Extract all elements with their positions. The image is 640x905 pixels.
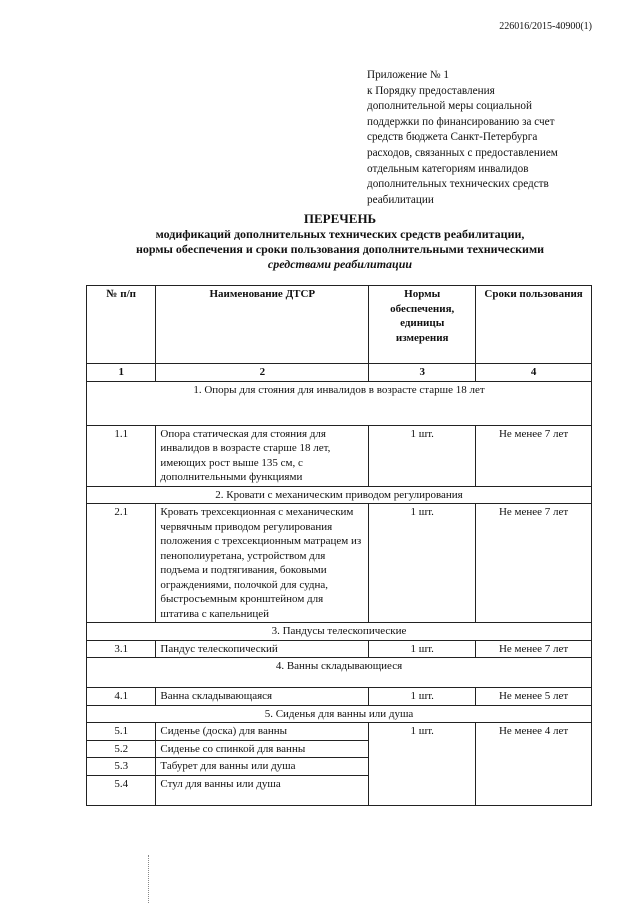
row-number: 5.1 (87, 723, 156, 741)
column-number: 1 (87, 364, 156, 382)
appendix-line: Приложение № 1 (367, 69, 449, 81)
column-number: 3 (369, 364, 476, 382)
section-title: 4. Ванны складывающиеся (87, 658, 592, 688)
row-term: Не менее 4 лет (476, 723, 592, 806)
column-number-row (87, 364, 592, 382)
section-row (87, 486, 592, 504)
section-title: 2. Кровати с механическим приводом регулирования (87, 486, 592, 504)
appendix-line: реабилитации (367, 193, 434, 206)
header-cell-num: № п/п (87, 286, 156, 364)
row-norm: 1 шт. (369, 723, 476, 806)
header-cell-term: Сроки пользования (476, 286, 592, 364)
table-row (87, 723, 592, 741)
title-line: модификаций дополнительных технических средств реабилитации, (155, 227, 525, 241)
row-name: Сиденье (доска) для ванны (156, 723, 369, 741)
column-number: 2 (156, 364, 369, 382)
title-line: ПЕРЕЧЕНЬ (303, 211, 377, 226)
table-row (87, 504, 592, 623)
row-number: 5.4 (87, 775, 156, 805)
row-norm: 1 шт. (369, 425, 476, 486)
row-norm: 1 шт. (369, 504, 476, 623)
section-row (87, 623, 592, 641)
row-number: 4.1 (87, 688, 156, 706)
appendix-line: к Порядку предоставления (367, 84, 495, 97)
row-norm: 1 шт. (369, 640, 476, 658)
appendix-line: расходов, связанных с предоставлением (367, 146, 558, 159)
row-term: Не менее 5 лет (476, 688, 592, 706)
appendix-line: дополнительных технических средств (367, 178, 549, 191)
appendix-line: дополнительной меры социальной (367, 100, 532, 113)
section-title: 1. Опоры для стояния для инвалидов в возрасте старше 18 лет (87, 381, 592, 425)
section-row (87, 705, 592, 723)
row-term: Не менее 7 лет (476, 640, 592, 658)
table-row (87, 688, 592, 706)
table-row (87, 425, 592, 486)
row-name: Стул для ванны или душа (156, 775, 369, 805)
section-title: 3. Пандусы телескопические (87, 623, 592, 641)
row-name: Кровать трехсекционная с механическим червячным приводом регулирования положения с трехсекционным матрацем из пенополиуретана, устройством для подъема и подтягивания, боковыми ограждениями, полочкой для судна, быстросъемным кронштейном для штатива с капельницей (156, 504, 369, 623)
column-number: 4 (476, 364, 592, 382)
row-number: 3.1 (87, 640, 156, 658)
row-number: 2.1 (87, 504, 156, 623)
section-row (87, 658, 592, 688)
row-name: Опора статическая для стояния для инвалидов в возрасте старше 18 лет, имеющих рост выше 135 см, с дополнительными функциями (156, 425, 369, 486)
dtsr-table (86, 285, 592, 806)
table-row (87, 640, 592, 658)
row-name: Ванна складывающаяся (156, 688, 369, 706)
table-header-row (87, 286, 592, 364)
row-norm: 1 шт. (369, 688, 476, 706)
row-name: Пандус телескопический (156, 640, 369, 658)
row-number: 5.3 (87, 758, 156, 776)
document-title (80, 211, 600, 272)
document-number: 226016/2015-40900(1) (499, 21, 592, 32)
row-number: 1.1 (87, 425, 156, 486)
row-name: Сиденье со спинкой для ванны (156, 740, 369, 758)
row-number: 5.2 (87, 740, 156, 758)
row-term: Не менее 7 лет (476, 504, 592, 623)
appendix-line: поддержки по финансированию за счет (367, 115, 555, 128)
appendix-line: отдельным категориям инвалидов (367, 162, 529, 175)
section-row (87, 381, 592, 425)
title-line: средствами реабилитации (267, 257, 413, 271)
margin-dotted-line (148, 855, 149, 903)
row-name: Табурет для ванны или душа (156, 758, 369, 776)
header-cell-norm: Нормы обеспечения, единицы измерения (369, 286, 476, 364)
appendix-line: средств бюджета Санкт-Петербурга (367, 131, 538, 144)
title-line: нормы обеспечения и сроки пользования дополнительными техническими (135, 242, 545, 256)
row-term: Не менее 7 лет (476, 425, 592, 486)
section-title: 5. Сиденья для ванны или душа (87, 705, 592, 723)
header-cell-name: Наименование ДТСР (156, 286, 369, 364)
appendix-block (367, 68, 607, 208)
